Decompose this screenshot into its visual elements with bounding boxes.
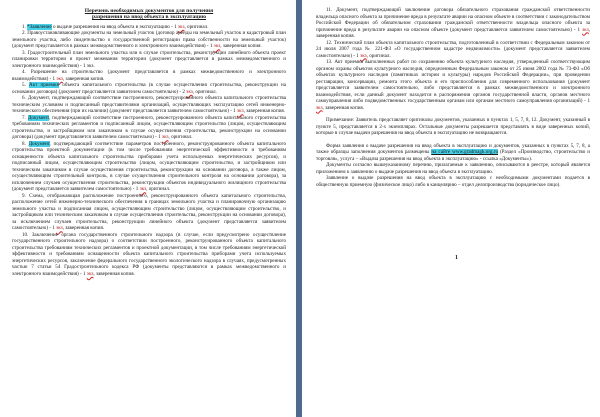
spell-error-word: экз xyxy=(56,225,63,232)
list-item: 3. Градостроительный план земельного участка или в случае строительства, реконструкции линейного объекта проект планировки территории и проект межевания территории (документ представляется в рамках межведомственного и электронного взаимодействия) - 1 экз. xyxy=(12,49,286,69)
list-item: 1. *Заявление о выдаче разрешения на ввод объекта в эксплуатацию - 1 экз, оригинал. xyxy=(22,23,209,30)
spell-error-word: экз xyxy=(161,134,169,141)
spell-error-word: экз xyxy=(186,88,193,95)
list-item: 9. Схема, отображающая расположение построенного, реконструированного объекта капитального строительства, расположение сетей инженерно-технического обеспечения в границах земельного участка и планировочную организацию земельного участка и подписанная лицом, осуществляющим строительство (лицом, осуществляющим строительство, и застройщиком или техническим заказчиком в случае осуществления строительства, реконструкции на основании договора), за исключением случаев строительства, реконструкции линейного объекта (документ представляется заявителем самостоятельно) - 1 экз, заверенная копия. xyxy=(12,192,286,232)
list-item: 13. Акт приемки выполненных работ по сохранению объекта культурного наследия, утвержденный соответствующим органом охраны объектов культурного наследия, определенным Федеральным законом от 25 июня 2002 года № 73-ФЗ «Об объектах культурного наследия (памятниках истории и культуры) народов Российской Федерации», при проведении реставрации, консервации, ремонта этого объекта и его приспособления для современного использования (документ представляется заявителем самостоятельно, либо представляется в рамках межведомственного и электронного взаимодействия, если данный документ находится в распоряжении органов государственной власти, органов местного самоуправления либо подведомственных государственным органам или органам местного самоуправления организаций) - 1 экз, заверенная копия. xyxy=(316,59,590,111)
title-line-2: разрешения на ввод объекта в эксплуатацию xyxy=(91,14,207,21)
list-item: 10. Заключение органа государственного строительного надзора (в случае, если предусмотрено осуществление государственного строительного надзора) о соответствии построенного, реконструированного объекта капитального строительства требованиям технических регламентов и проектной документации, в том числе требованиям энергетической эффективности и требованиям оснащенности объекта капитального строительства приборами учета используемых энергетических ресурсов, заключение федерального государственного экологического надзора в случаях, предусмотренных частью 7 статьи 54 Градостроительного кодекса РФ (документы представляются в рамках межведомственного и электронного взаимодействия) - 1 экз, заверенная копия. xyxy=(12,231,286,277)
document-page-left xyxy=(0,0,296,417)
page-number: 1 xyxy=(455,255,458,261)
spell-error-word: экз xyxy=(177,23,185,30)
list-item: 8. Документ, подтверждающий соответствие параметров построенного, реконструированного объекта капитального строительства проектной документации (в том числе требованиям энергетической эффективности и требованиям оснащенности объекта капитального строительства приборами учета используемых энергетических ресурсов), и подписанный лицом, осуществляющим строительство (лицом, осуществляющим строительство, и застройщиком или техническим заказчиком в случае осуществления строительства, реконструкции на основании договора, а также лицом, осуществляющим строительный контроль, в случае осуществления строительного контроля на основании договора), за исключением случаев осуществления строительства, реконструкции объектов индивидуального жилищного строительства (документ представляется заявителем самостоятельно) - 1 экз, оригинал. xyxy=(12,140,287,193)
docs-note-paragraph: Документы согласно вышеуказанному перечню, прилагаемые к заявлению, описываются в реестре, который является приложением к заявлению о выдаче разрешения на ввод объекта в эксплуатацию. xyxy=(316,162,590,175)
list-item: 4. Разрешение на строительство (документ представляется в рамках межведомственного и электронного взаимодействия) - 1 экз, заверенная копия. xyxy=(12,69,286,82)
highlighted-text: *Заявление xyxy=(27,23,52,30)
document-page-right xyxy=(302,0,600,417)
spell-error-word: экз xyxy=(360,52,367,59)
spell-error-word: экз xyxy=(582,26,589,33)
submission-note-paragraph: Заявление о выдаче разрешения на ввод объекта в эксплуатацию с необходимыми документами подается в общественную приемную (физическое лицо) либо в канцелярию – отдел делопроизводства (юридическое лицо). xyxy=(316,175,590,188)
highlighted-text: Документ xyxy=(27,114,49,121)
list-item: 7. Документ, подтверждающий соответствие построенного, реконструированного объекта капитального строительства требованиям технических регламентов и подписанный лицом, осуществляющим строительство (лицом, осуществляющим строительство, и застройщиком или заказчиком в случае осуществления строительства, реконструкции на основании договора) (документ представляется заявителем самостоятельно) - 1 экз, оригинал. xyxy=(12,114,286,141)
title-line-1: Перечень необходимых документов для получения xyxy=(84,8,214,14)
list-item: 6. Документ, подтверждающий соответствие построенного, реконструированного объекта капитального строительства техническим условиям и подписанный представителями организаций, осуществляющих эксплуатацию сетей инженерно-технического обеспечения (при их наличии) (документ представляется заявителем самостоятельно) - 1 экз, заверенная копия. xyxy=(12,95,286,115)
list-item: 2. Правоустанавливающие документы на земельный участок (договор аренды на земельный участок и кадастровый план земельного участка, либо свидетельство о государственной регистрации права собственности на земельный участок) (документ представляется в рамках межведомственного и электронного взаимодействия) - 1 экз, заверенная копия. xyxy=(12,30,286,50)
highlighted-text: Документ xyxy=(28,140,50,147)
forms-paragraph: Форма заявления о выдаче разрешения на ввод объекта в эксплуатацию и документов, указанных в пунктах 5, 7, 8, а также образцы заполнения документов размещены на сайте www.gradmagk.org.ru (Раздел «Производство, строительство и торговля», услуга – «Выдача разрешения на ввод объекта в эксплуатацию» - ссылка «Документы»). xyxy=(316,142,590,162)
spell-error-word: экз xyxy=(86,270,94,277)
list-item: 11. Документ, подтверждающий заключение договора обязательного страхования гражданской ответственности владельца опасного объекта за причинение вреда в результате аварии на опасном объекте в соответствии с законодательством Российской Федерации об обязательном страховании гражданской ответственности владельца опасного объекта за причинение вреда в результате аварии на опасном объекте (документ представляется заявителем самостоятельно) - 1 экз, заверенная копия. xyxy=(316,7,590,39)
spell-error-word: экз xyxy=(56,75,63,82)
spell-error-word: экз xyxy=(139,186,147,193)
document-title xyxy=(12,8,286,21)
highlighted-text: Акт приемки xyxy=(29,82,60,89)
website-link[interactable]: на сайте www.gradmagk.org.ru xyxy=(431,149,498,155)
spell-error-word: экз xyxy=(316,104,323,111)
list-item: 5. Акт приемки объекта капитального строительства (в случае осуществления строительства, реконструкции на основании договора) (документ представляется заявителем самостоятельно) - 2 экз, оригинал. xyxy=(12,82,286,95)
note-paragraph: Примечание: Заявитель представляет оригиналы документов, указанных в пунктах 1, 5, 7, 8, 12. Документ, указанный в пункте 5, представляется в 2-х экземплярах. Остальные документы разрешается представлять в виде заверенных копий, которые в случае выдачи разрешения на ввод объекта в эксплуатацию не возвращаются. xyxy=(316,117,590,136)
spell-error-word: экз xyxy=(213,43,221,50)
list-item: 12. Технический план объекта капитального строительства, подготовленный в соответствии с Федеральным законом от 24 июля 2007 года № 221-ФЗ «О государственном кадастре недвижимости» (документ представляется заявителем самостоятельно) - 1 экз, оригинал. xyxy=(316,39,591,59)
spell-error-word: экз xyxy=(237,108,244,115)
